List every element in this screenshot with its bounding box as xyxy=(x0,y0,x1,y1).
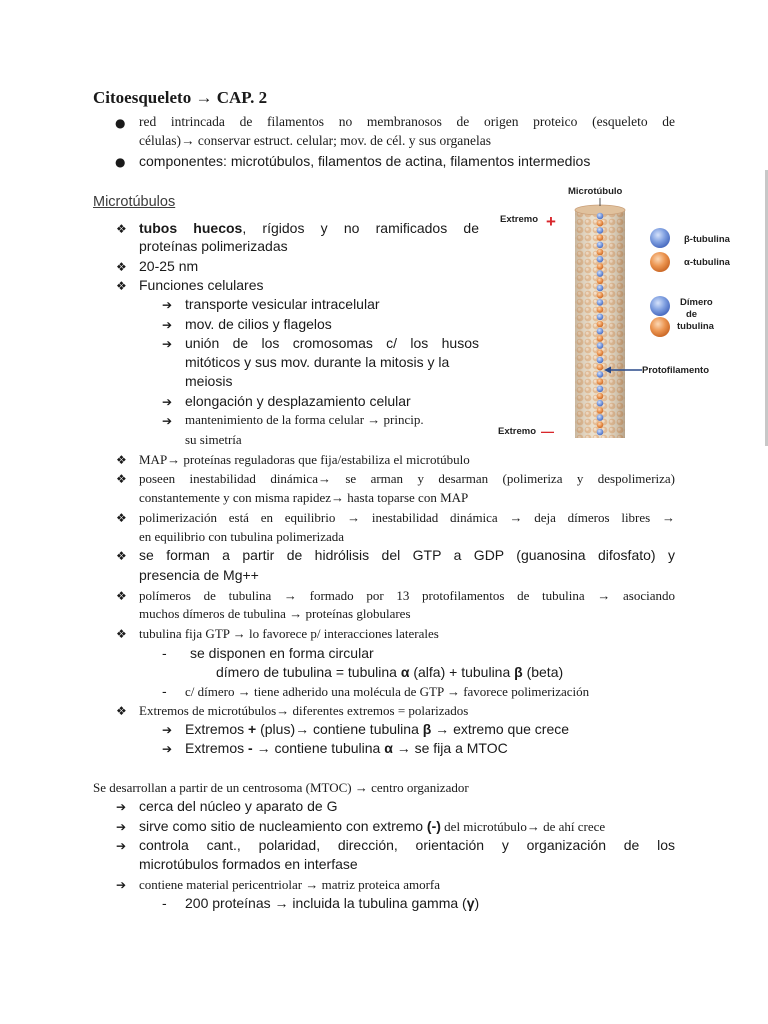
alpha-subunit xyxy=(597,378,604,385)
diamond-bullet: ❖ xyxy=(116,472,127,486)
protofilament-column xyxy=(597,213,604,436)
label-minus-end: Extremo xyxy=(498,426,537,437)
text: (alfa) + tubulina xyxy=(409,664,515,680)
diamond-bullet: ❖ xyxy=(116,222,127,236)
text: del microtúbulo→ de ahí crece xyxy=(440,819,606,834)
text: Extremos xyxy=(185,721,249,737)
text: (beta) xyxy=(522,664,564,680)
diamond-bullet: ❖ xyxy=(116,453,127,467)
alpha-tubulin-sphere xyxy=(650,252,670,272)
dimer-formula xyxy=(216,664,563,680)
mtoc-intro: Se desarrollan a partir de un centrosoma (MTOC) → centro organizador xyxy=(93,780,469,795)
text: ) xyxy=(474,895,480,911)
alpha-subunit xyxy=(597,422,604,429)
prop-line: proteínas polimerizadas xyxy=(139,238,288,254)
mtoc-item xyxy=(139,818,605,835)
label-protofilament: Protofilamento xyxy=(642,365,710,376)
function-item: transporte vesicular intracelular xyxy=(185,296,380,312)
mtoc-item: contiene material pericentriolar → matriz proteica amorfa xyxy=(139,877,441,892)
beta-subunit xyxy=(597,328,604,335)
prop-line: 20-25 nm xyxy=(139,258,199,274)
intro-line: red intrincada de filamentos no membranosos de origen proteico (esqueleto de xyxy=(139,114,675,129)
arrow-bullet: ➔ xyxy=(162,723,173,737)
beta-subunit xyxy=(597,256,604,263)
arrow-bullet: ➔ xyxy=(162,742,173,756)
beta-subunit xyxy=(597,314,604,321)
label-beta-tubulin: β-tubulina xyxy=(684,234,730,245)
alpha-subunit xyxy=(597,321,604,328)
beta-subunit xyxy=(597,400,604,407)
prop-text: , rígidos y no ramificados de xyxy=(242,220,479,236)
text: dímero de tubulina = tubulina xyxy=(216,664,401,680)
text: → contiene tubulina xyxy=(252,740,385,756)
arrow-bullet: ➔ xyxy=(116,878,127,892)
minus-sign: — xyxy=(541,424,554,439)
page-title: Citoesqueleto → CAP. 2 xyxy=(93,88,268,107)
diamond-bullet: ❖ xyxy=(116,627,127,641)
beta-subunit xyxy=(597,342,604,349)
arrow-bullet: ➔ xyxy=(116,839,127,853)
alpha-subunit xyxy=(597,220,604,227)
beta-subunit xyxy=(597,213,604,220)
plus-symbol: + xyxy=(248,721,257,737)
arrow-bullet: ➔ xyxy=(162,298,173,312)
list-line: Extremos de microtúbulos→ diferentes extremos = polarizados xyxy=(139,703,469,718)
list-line: tubulina fija GTP → lo favorece p/ interacciones laterales xyxy=(139,626,439,641)
list-line: constantemente y con misma rapidez→ hasta toparse con MAP xyxy=(139,490,469,505)
list-line xyxy=(185,721,569,737)
dimer-alpha-sphere xyxy=(650,317,670,337)
mtoc-item: controla cant., polaridad, dirección, orientación y organización de los xyxy=(139,837,675,853)
beta-subunit xyxy=(597,299,604,306)
minus-symbol: (-) xyxy=(426,818,441,834)
beta-subunit xyxy=(597,414,604,421)
beta-subunit xyxy=(597,371,604,378)
label-dimer-3: tubulina xyxy=(677,321,714,332)
diamond-bullet: ❖ xyxy=(116,511,127,525)
diamond-bullet: ❖ xyxy=(116,704,127,718)
function-item: elongación y desplazamiento celular xyxy=(185,393,411,409)
list-line: muchos dímeros de tubulina → proteínas globulares xyxy=(139,606,411,621)
function-item: mantenimiento de la forma celular → princip. xyxy=(185,412,424,427)
function-item: su simetría xyxy=(185,432,242,447)
mtoc-item: cerca del núcleo y aparato de G xyxy=(139,798,338,814)
function-item: mov. de cilios y flagelos xyxy=(185,316,332,332)
text: (plus)→ contiene tubulina xyxy=(256,721,423,737)
diamond-bullet: ❖ xyxy=(116,279,127,293)
beta-tubulin-sphere xyxy=(650,228,670,248)
dash-bullet: - xyxy=(162,645,167,661)
list-line: presencia de Mg++ xyxy=(139,567,259,583)
alpha-subunit xyxy=(597,350,604,357)
dash-bullet: - xyxy=(162,683,167,699)
diamond-bullet: ❖ xyxy=(116,549,127,563)
alpha-symbol: α xyxy=(384,740,393,756)
function-item: unión de los cromosomas c/ los husos xyxy=(185,335,479,351)
bullet-dot: ● xyxy=(115,116,126,130)
list-line: en equilibrio con tubulina polimerizada xyxy=(139,529,345,544)
arrow-bullet: ➔ xyxy=(116,800,127,814)
alpha-subunit xyxy=(597,249,604,256)
beta-subunit xyxy=(597,227,604,234)
beta-subunit xyxy=(597,270,604,277)
alpha-subunit xyxy=(597,393,604,400)
minus-symbol: - xyxy=(248,740,253,756)
dimer-beta-sphere xyxy=(650,296,670,316)
alpha-subunit xyxy=(597,306,604,313)
alpha-subunit xyxy=(597,292,604,299)
arrow-bullet: ➔ xyxy=(162,395,173,409)
intro-line: células)→ conservar estruct. celular; mov. de cél. y sus organelas xyxy=(139,133,491,148)
alpha-subunit xyxy=(597,278,604,285)
beta-subunit xyxy=(597,242,604,249)
dash-bullet: - xyxy=(162,895,167,911)
list-line: MAP→ proteínas reguladoras que fija/estabiliza el microtúbulo xyxy=(139,452,470,467)
text: → extremo que crece xyxy=(431,721,570,737)
label-dimer-2: de xyxy=(686,309,698,320)
mtoc-item xyxy=(185,895,479,911)
arrow-bullet: ➔ xyxy=(162,414,173,428)
function-item: mitóticos y sus mov. durante la mitosis y la xyxy=(185,354,450,370)
beta-symbol: β xyxy=(422,721,432,737)
bullet-dot: ● xyxy=(115,155,126,169)
gamma-symbol: γ xyxy=(466,895,475,911)
function-item: meiosis xyxy=(185,373,233,389)
arrow-bullet: ➔ xyxy=(116,820,127,834)
beta-subunit xyxy=(597,386,604,393)
text: → se fija a MTOC xyxy=(392,740,508,756)
plus-sign: + xyxy=(546,212,556,231)
label-microtubule: Microtúbulo xyxy=(568,186,623,197)
beta-subunit xyxy=(597,285,604,292)
list-line: se forman a partir de hidrólisis del GTP a GDP (guanosina difosfato) y xyxy=(139,547,675,563)
diamond-bullet: ❖ xyxy=(116,260,127,274)
mtoc-item: microtúbulos formados en interfase xyxy=(139,856,358,872)
text: Extremos xyxy=(185,740,249,756)
intro-line: componentes: microtúbulos, filamentos de actina, filamentos intermedios xyxy=(139,153,591,169)
alpha-subunit xyxy=(597,234,604,241)
list-line: poseen inestabilidad dinámica→ se arman y desarman (polimeriza y despolimeriza) xyxy=(139,471,675,486)
beta-subunit xyxy=(597,429,604,436)
microtubule-diagram xyxy=(480,170,768,445)
alpha-subunit xyxy=(597,407,604,414)
prop-line xyxy=(139,220,479,236)
text: sirve como sitio de nucleamiento con extremo xyxy=(139,818,427,834)
alpha-subunit xyxy=(597,364,604,371)
section-title: Microtúbulos xyxy=(93,194,176,210)
prop-bold: tubos huecos xyxy=(139,220,243,236)
alpha-subunit xyxy=(597,263,604,270)
list-line: polimerización está en equilibrio → inestabilidad dinámica → deja dímeros libres → xyxy=(139,510,675,525)
beta-subunit xyxy=(597,357,604,364)
arrow-bullet: ➔ xyxy=(162,318,173,332)
list-line: se disponen en forma circular xyxy=(190,645,374,661)
alpha-symbol: α xyxy=(400,664,410,680)
beta-symbol: β xyxy=(514,664,523,680)
label-alpha-tubulin: α-tubulina xyxy=(684,257,730,268)
arrow-bullet: ➔ xyxy=(162,337,173,351)
diamond-bullet: ❖ xyxy=(116,589,127,603)
list-line: polímeros de tubulina → formado por 13 protofilamentos de tubulina → asociando xyxy=(139,588,675,603)
label-plus-end: Extremo xyxy=(500,214,539,225)
list-line: c/ dímero → tiene adherido una molécula de GTP → favorece polimerización xyxy=(185,684,590,699)
prop-line: Funciones celulares xyxy=(139,277,264,293)
list-line xyxy=(185,740,508,756)
alpha-subunit xyxy=(597,335,604,342)
label-dimer-1: Dímero xyxy=(680,297,713,308)
text: 200 proteínas → incluida la tubulina gamma ( xyxy=(185,895,467,911)
